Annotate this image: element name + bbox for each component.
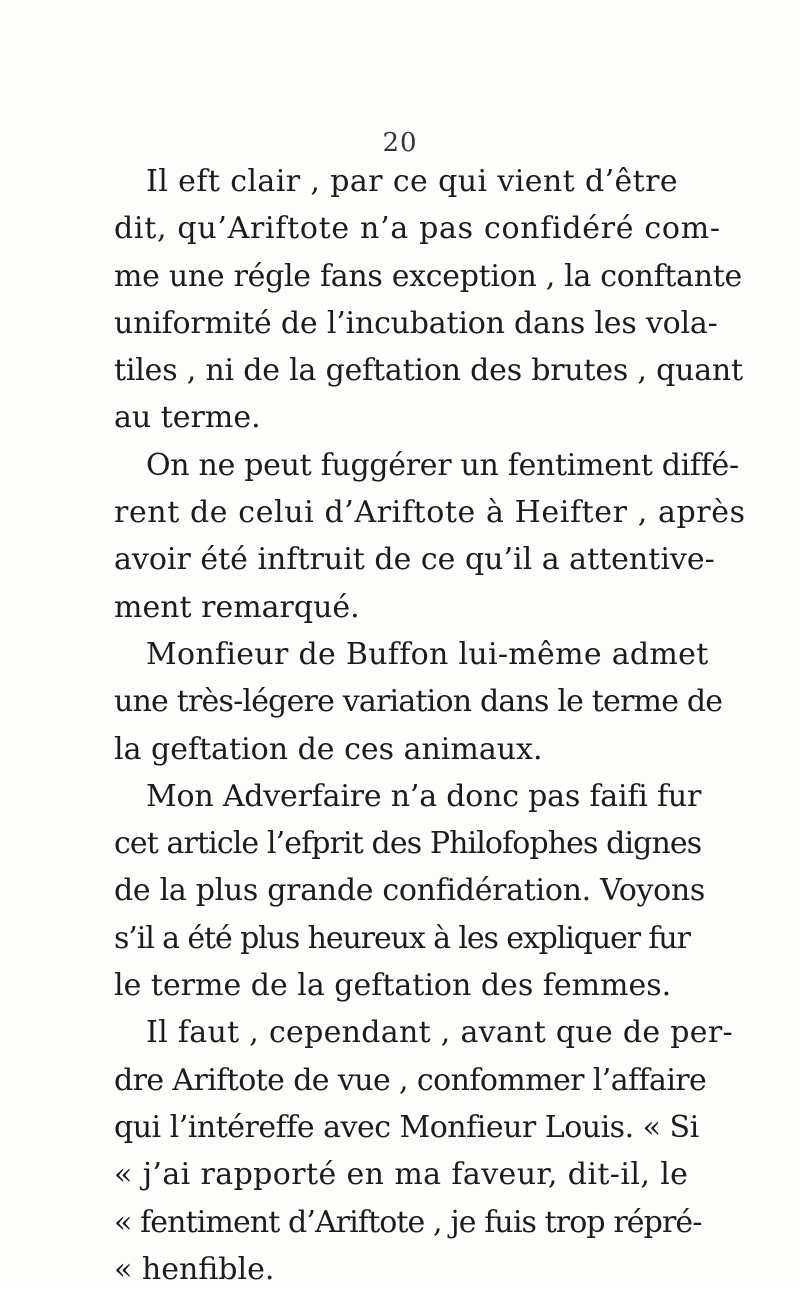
page-number: 20 [382,128,418,158]
text-line: On ne peut fuggérer un fentiment diffé- [146,447,739,483]
text-line: dre Ariftote de vue , confommer l’affaire [114,1062,707,1098]
text-line: « henfible. [114,1251,275,1287]
text-line: de la plus grande confidération. Voyons [114,873,705,909]
text-line: uniformité de l’incubation dans les vola- [114,305,718,341]
text-line: rent de celui d’Ariftote à Heifter , après [114,495,746,531]
text-line: cet article l’efprit des Philofophes dignes [114,826,702,862]
text-line: qui l’intéreffe avec Monfieur Louis. « Si [114,1109,699,1145]
text-line: tiles , ni de la geftation des brutes , quant [114,353,743,389]
text-line: ment remarqué. [114,589,360,625]
text-line: Monfieur de Buffon lui-même admet [146,636,709,672]
text-line: une très-légere variation dans le terme de [114,684,723,720]
text-line: le terme de la geftation des femmes. [114,968,672,1004]
text-line: Il faut , cependant , avant que de per- [146,1015,733,1051]
text-line: me une régle fans exception , la conftante [114,258,742,294]
text-line: « j’ai rapporté en ma faveur, dit-il, le [114,1157,689,1193]
text-line: s’il a été plus heureux à les expliquer fur [114,920,690,956]
text-line: dit, qu’Ariftote n’a pas confidéré com- [114,211,721,247]
body-text [114,158,784,1293]
text-line: au terme. [114,400,261,436]
text-line: la geftation de ces animaux. [114,731,543,767]
text-line: Mon Adverfaire n’a donc pas faifi fur [146,778,702,814]
text-line: Il eft clair , par ce qui vient d’être [146,164,679,199]
text-line: « fentiment d’Ariftote , je fuis trop répré- [114,1204,702,1240]
text-line: avoir été inftruit de ce qu’il a attentive- [114,542,715,578]
